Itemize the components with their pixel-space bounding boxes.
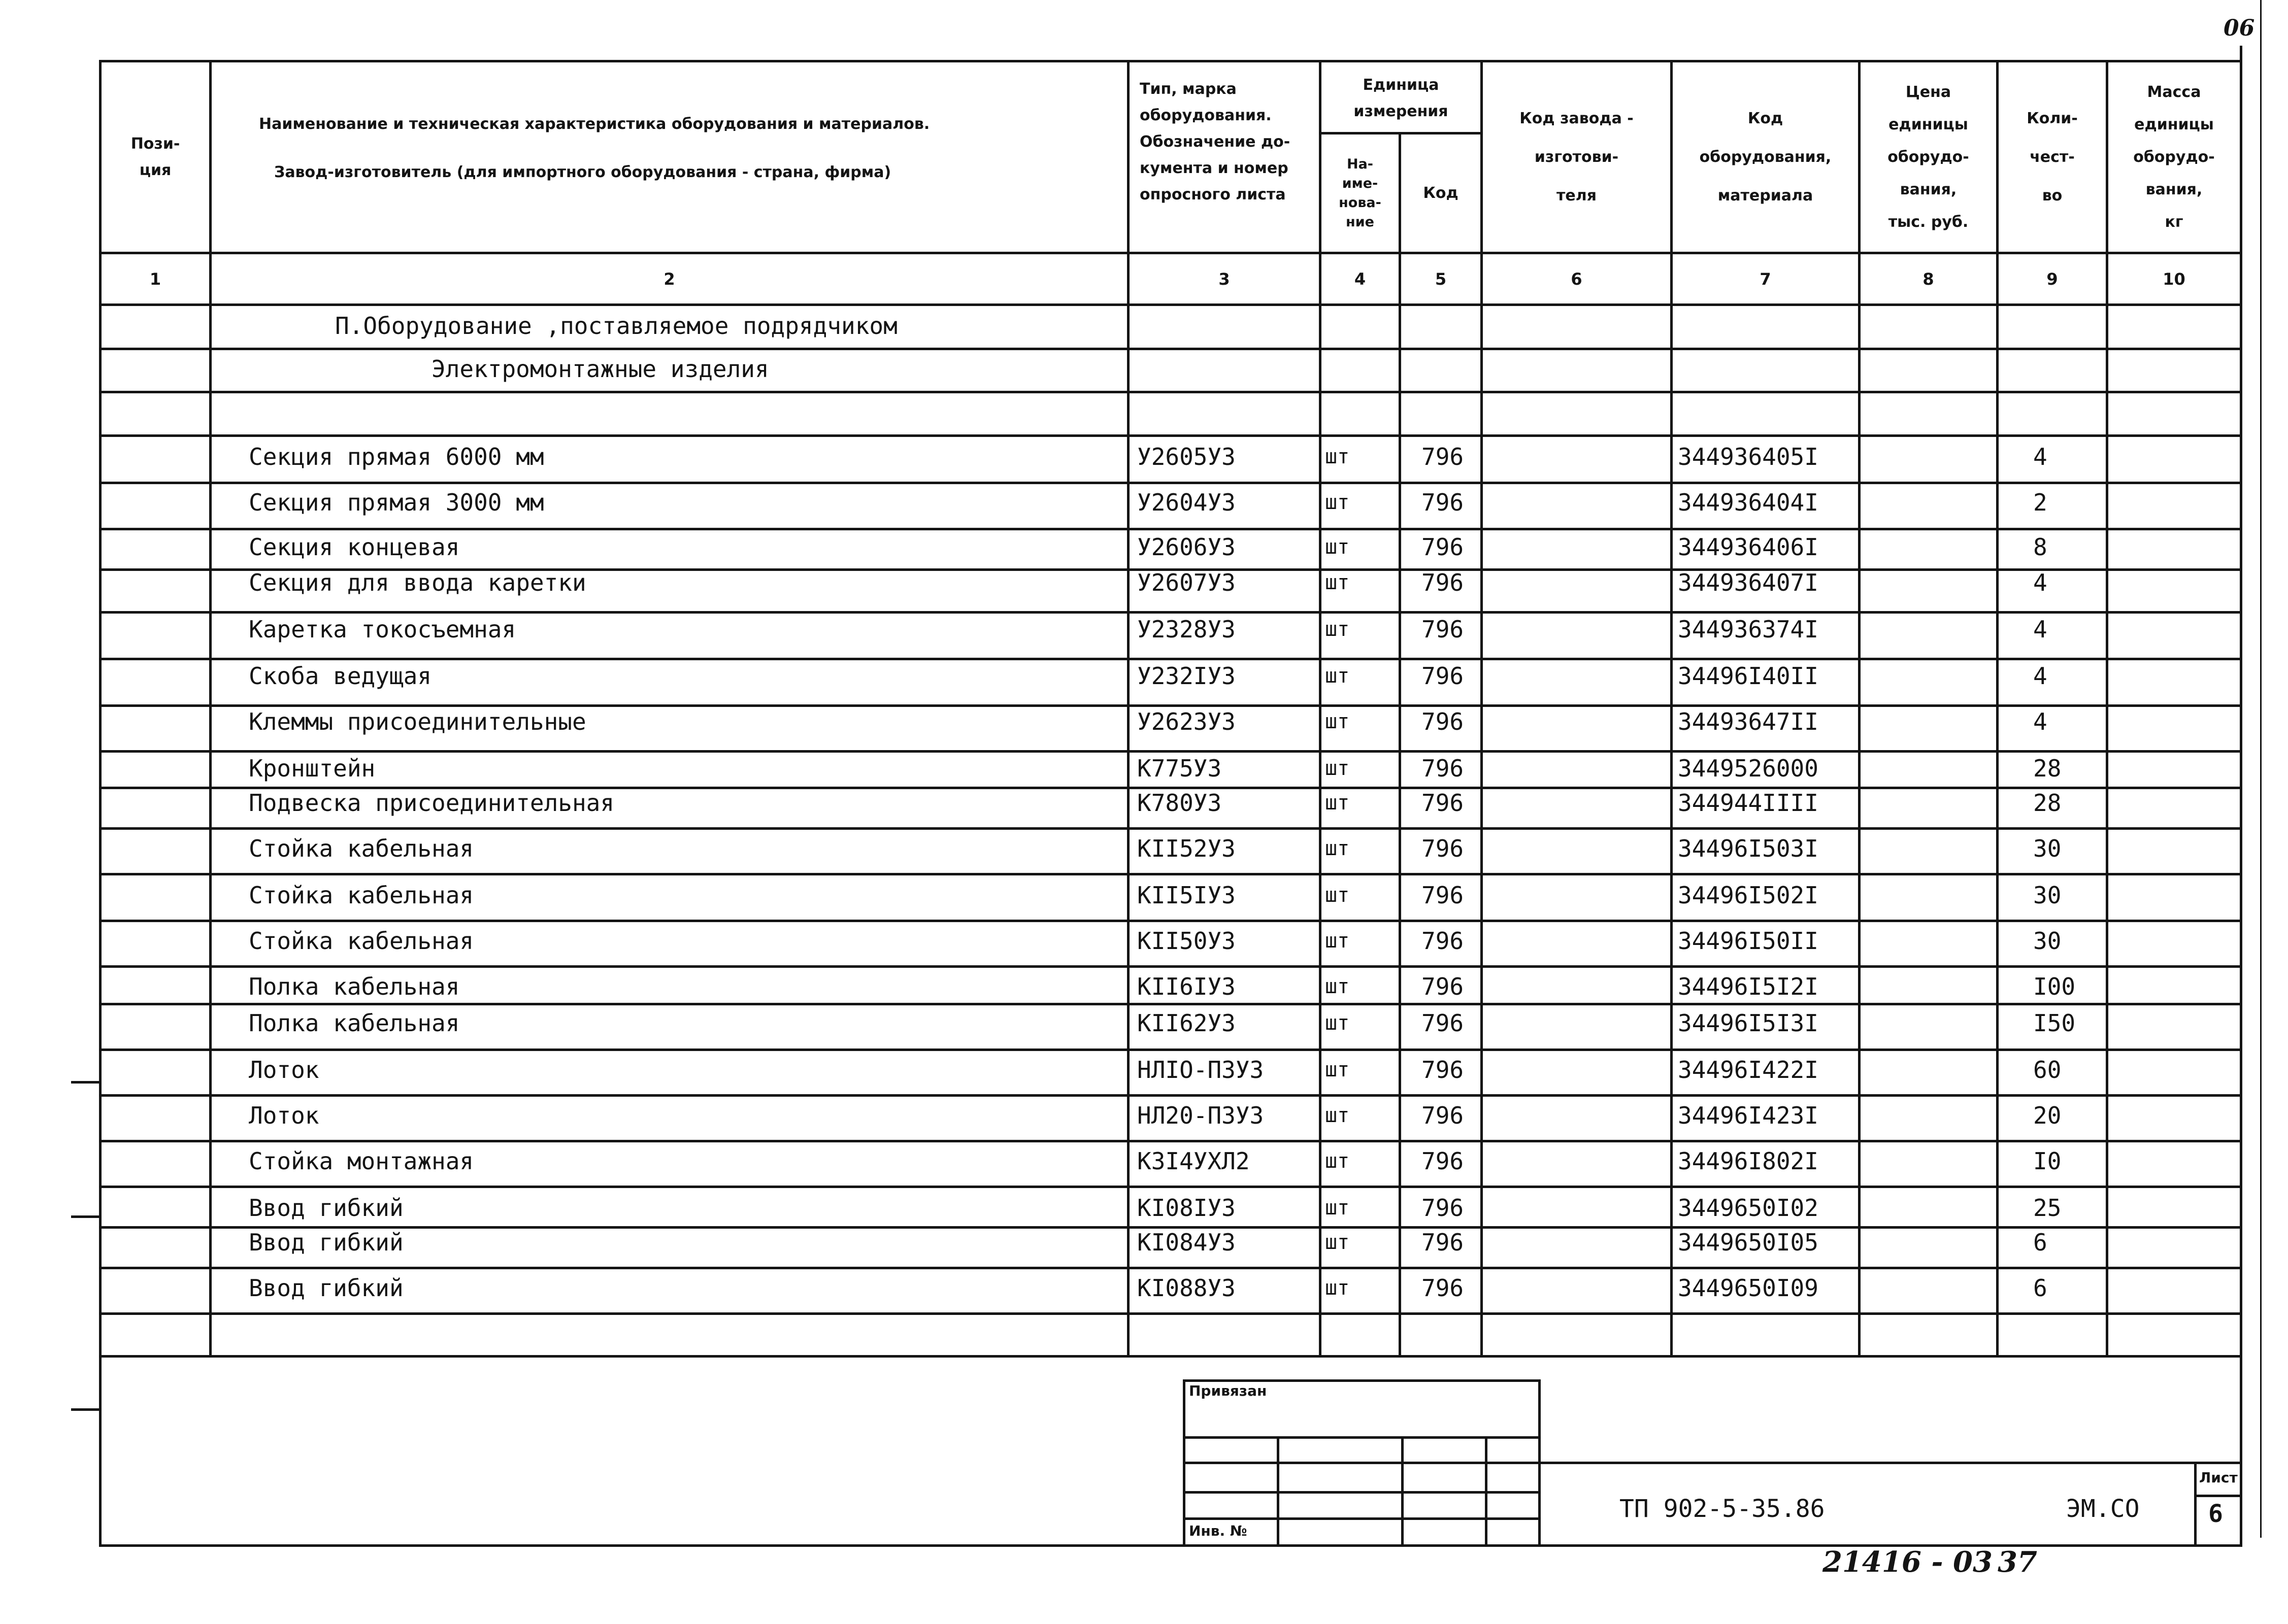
stamp-col <box>1485 1436 1487 1547</box>
row-quantity: 4 <box>2033 708 2047 735</box>
row-equipment-code: 34496I503I <box>1678 835 1818 862</box>
row-type: КII52У3 <box>1137 835 1236 862</box>
row-type: КII6IУ3 <box>1137 973 1236 1000</box>
row-unit-code: 796 <box>1421 533 1464 561</box>
row-type: КI084У3 <box>1137 1229 1236 1256</box>
row-type: К3I4УХЛ2 <box>1137 1147 1250 1175</box>
row-equipment-code: 3449650I09 <box>1678 1274 1818 1302</box>
row-quantity: 4 <box>2033 569 2047 596</box>
margin-tick <box>71 1081 101 1084</box>
row-name: Лоток <box>249 1056 319 1084</box>
row-type: У2607У3 <box>1137 569 1236 596</box>
sheet-label: Лист <box>2199 1469 2238 1486</box>
row-unit: шт <box>1325 710 1350 733</box>
row-unit: шт <box>1325 757 1350 780</box>
row-unit: шт <box>1325 791 1350 815</box>
row-unit-code: 796 <box>1421 616 1464 643</box>
corner-number: 06 <box>2224 15 2255 41</box>
row-line <box>99 348 2242 350</box>
row-name: Ввод гибкий <box>249 1194 404 1222</box>
row-equipment-code: 3449526000 <box>1678 755 1818 782</box>
row-unit-code: 796 <box>1421 789 1464 817</box>
column-number: 1 <box>149 269 161 289</box>
row-unit: шт <box>1325 535 1350 559</box>
row-name: Стойка кабельная <box>249 927 474 955</box>
header-position: Пози- ция <box>130 134 180 179</box>
row-quantity: I50 <box>2033 1009 2076 1037</box>
row-quantity: 4 <box>2033 443 2047 470</box>
row-unit-code: 796 <box>1421 443 1464 470</box>
row-name: Секция прямая 3000 мм <box>249 489 544 516</box>
row-type: КII62У3 <box>1137 1009 1236 1037</box>
row-quantity: 30 <box>2033 927 2062 955</box>
row-unit-code: 796 <box>1421 927 1464 955</box>
row-equipment-code: 34496I802I <box>1678 1147 1818 1175</box>
row-unit: шт <box>1325 837 1350 860</box>
row-quantity: 6 <box>2033 1229 2047 1256</box>
row-type: У232IУ3 <box>1137 662 1236 690</box>
row-name: Полка кабельная <box>249 1009 460 1037</box>
row-quantity: 28 <box>2033 755 2062 782</box>
header-unit-group: Единица измерения <box>1353 76 1448 120</box>
sheet-box-divider <box>2194 1462 2197 1547</box>
handwritten-archive-number: 21416 - 03 <box>1822 1545 1993 1579</box>
margin-tick <box>71 1408 101 1411</box>
column-number: 3 <box>1218 269 1230 289</box>
row-unit-code: 796 <box>1421 1056 1464 1084</box>
row-equipment-code: 34493647II <box>1678 708 1818 735</box>
frame-right <box>2240 46 2242 1547</box>
section-subtitle: Электромонтажные изделия <box>432 355 769 383</box>
stamp-col <box>1277 1436 1279 1547</box>
header-price: Цена единицы оборудо- вания, тыс. руб. <box>1887 83 1969 231</box>
row-type: КII5IУ3 <box>1137 882 1236 909</box>
row-unit: шт <box>1325 884 1350 907</box>
row-name: Подвеска присоединительная <box>249 789 615 817</box>
row-unit: шт <box>1325 664 1350 688</box>
row-unit: шт <box>1325 618 1350 641</box>
row-type: К775У3 <box>1137 755 1222 782</box>
row-equipment-code: 34496I40II <box>1678 662 1818 690</box>
stamp-col <box>1401 1436 1404 1547</box>
row-line <box>99 873 2242 875</box>
row-line <box>99 1312 2242 1315</box>
row-type: К780У3 <box>1137 789 1222 817</box>
row-name: Лоток <box>249 1102 319 1129</box>
row-unit: шт <box>1325 929 1350 953</box>
row-name: Стойка кабельная <box>249 882 474 909</box>
column-number: 8 <box>1922 269 1934 289</box>
margin-tick <box>71 1215 101 1218</box>
row-line <box>99 528 2242 530</box>
row-equipment-code: 34496I423I <box>1678 1102 1818 1129</box>
row-quantity: 4 <box>2033 616 2047 643</box>
row-line <box>99 1003 2242 1005</box>
stamp-left <box>1183 1379 1185 1547</box>
row-line <box>99 1094 2242 1097</box>
row-equipment-code: 34496I502I <box>1678 882 1818 909</box>
row-unit: шт <box>1325 1196 1350 1220</box>
row-name: Кронштейн <box>249 755 376 782</box>
row-equipment-code: 344936406I <box>1678 533 1818 561</box>
row-unit-code: 796 <box>1421 1009 1464 1037</box>
row-unit-code: 796 <box>1421 569 1464 596</box>
row-name: Клеммы присоединительные <box>249 708 586 735</box>
row-type: КII50У3 <box>1137 927 1236 955</box>
row-line <box>99 827 2242 830</box>
section-title: П.Оборудование ,поставляемое подрядчиком <box>335 312 898 340</box>
row-type: КI088У3 <box>1137 1274 1236 1302</box>
row-unit-code: 796 <box>1421 1274 1464 1302</box>
header-equipment-code: Код оборудования, материала <box>1699 109 1832 205</box>
row-line <box>99 920 2242 922</box>
row-equipment-code: 344936404I <box>1678 489 1818 516</box>
row-name: Скоба ведущая <box>249 662 432 690</box>
row-type: У2605У3 <box>1137 443 1236 470</box>
column-number: 5 <box>1435 269 1447 289</box>
header-name-line1: Наименование и техническая характеристика оборудования и материалов. <box>259 115 930 133</box>
row-unit-code: 796 <box>1421 662 1464 690</box>
row-equipment-code: 344944IIII <box>1678 789 1818 817</box>
row-unit-code: 796 <box>1421 1229 1464 1256</box>
row-quantity: I0 <box>2033 1147 2062 1175</box>
row-quantity: 25 <box>2033 1194 2062 1222</box>
column-number: 9 <box>2046 269 2058 289</box>
header-name-line2: Завод-изготовитель (для импортного оборудования - страна, фирма) <box>274 163 891 181</box>
row-unit-code: 796 <box>1421 708 1464 735</box>
row-quantity: 30 <box>2033 882 2062 909</box>
table-bottom-line <box>99 1355 2242 1358</box>
row-equipment-code: 34496I5I2I <box>1678 973 1818 1000</box>
row-unit: шт <box>1325 1058 1350 1081</box>
row-unit-code: 796 <box>1421 1194 1464 1222</box>
row-equipment-code: 3449650I02 <box>1678 1194 1818 1222</box>
row-name: Ввод гибкий <box>249 1229 404 1256</box>
header-unit-code: Код <box>1423 184 1458 202</box>
row-name: Ввод гибкий <box>249 1274 404 1302</box>
row-name: Полка кабельная <box>249 973 460 1000</box>
handwritten-page-number: 37 <box>1998 1545 2037 1579</box>
column-number: 7 <box>1760 269 1771 289</box>
row-name: Стойка монтажная <box>249 1147 474 1175</box>
row-quantity: 20 <box>2033 1102 2062 1129</box>
row-type: У2623У3 <box>1137 708 1236 735</box>
row-unit: шт <box>1325 491 1350 514</box>
row-equipment-code: 344936405I <box>1678 443 1818 470</box>
row-quantity: 2 <box>2033 489 2047 516</box>
row-type: НЛIО-П3У3 <box>1137 1056 1264 1084</box>
row-equipment-code: 344936374I <box>1678 616 1818 643</box>
row-unit-code: 796 <box>1421 835 1464 862</box>
stamp-inv-label: Инв. № <box>1189 1522 1247 1539</box>
row-name: Стойка кабельная <box>249 835 474 862</box>
row-unit: шт <box>1325 1276 1350 1300</box>
col-line <box>1399 132 1401 1355</box>
header-mass: Масса единицы оборудо- вания, кг <box>2133 83 2215 231</box>
row-name: Секция прямая 6000 мм <box>249 443 544 470</box>
header-quantity: Коли- чест- во <box>2027 109 2078 205</box>
row-quantity: 30 <box>2033 835 2062 862</box>
row-unit-code: 796 <box>1421 755 1464 782</box>
row-unit: шт <box>1325 571 1350 594</box>
row-unit-code: 796 <box>1421 489 1464 516</box>
row-unit: шт <box>1325 1011 1350 1035</box>
header-unit-name: На- име- нова- ние <box>1339 156 1381 230</box>
row-unit-code: 796 <box>1421 973 1464 1000</box>
row-equipment-code: 344936407I <box>1678 569 1818 596</box>
row-type: КI08IУ3 <box>1137 1194 1236 1222</box>
row-quantity: 8 <box>2033 533 2047 561</box>
row-unit-code: 796 <box>1421 1102 1464 1129</box>
colnum-bottom-line <box>99 303 2242 306</box>
row-type: НЛ20-П3У3 <box>1137 1102 1264 1129</box>
row-line <box>99 750 2242 753</box>
row-equipment-code: 34496I50II <box>1678 927 1818 955</box>
column-number: 2 <box>664 269 675 289</box>
row-line <box>99 1140 2242 1142</box>
column-number: 10 <box>2163 269 2185 289</box>
row-line <box>99 611 2242 614</box>
row-equipment-code: 34496I5I3I <box>1678 1009 1818 1037</box>
row-type: У2328У3 <box>1137 616 1236 643</box>
row-unit: шт <box>1325 1104 1350 1127</box>
stamp-privyazan-label: Привязан <box>1189 1382 1267 1399</box>
row-unit-code: 796 <box>1421 882 1464 909</box>
row-line <box>99 391 2242 393</box>
row-equipment-code: 3449650I05 <box>1678 1229 1818 1256</box>
column-number: 6 <box>1571 269 1582 289</box>
header-plant-code: Код завода - изготови- теля <box>1519 109 1634 205</box>
row-unit-code: 796 <box>1421 1147 1464 1175</box>
row-line <box>99 965 2242 968</box>
row-quantity: 28 <box>2033 789 2062 817</box>
stamp-right <box>1538 1379 1541 1547</box>
column-number: 4 <box>1354 269 1366 289</box>
row-name: Секция для ввода каретки <box>249 569 586 596</box>
row-equipment-code: 34496I422I <box>1678 1056 1818 1084</box>
row-unit: шт <box>1325 1231 1350 1254</box>
stamp-top <box>1183 1379 1538 1382</box>
document-number: ТП 902-5-35.86 <box>1619 1495 1825 1523</box>
row-quantity: 60 <box>2033 1056 2062 1084</box>
row-name: Секция концевая <box>249 533 460 561</box>
row-line <box>99 1048 2242 1051</box>
row-line <box>99 1186 2242 1188</box>
row-line <box>99 658 2242 660</box>
sheet-number: 6 <box>2208 1500 2223 1528</box>
right-edge-mark <box>2260 0 2262 1538</box>
header-type: Тип, марка оборудования. Обозначение до- кумента и номер опросного листа <box>1140 80 1290 204</box>
row-line <box>99 1267 2242 1269</box>
document-mark: ЭМ.СО <box>2066 1495 2140 1523</box>
row-unit: шт <box>1325 445 1350 468</box>
row-line <box>99 482 2242 484</box>
row-quantity: 6 <box>2033 1274 2047 1302</box>
row-name: Каретка токосъемная <box>249 616 516 643</box>
row-unit: шт <box>1325 975 1350 998</box>
row-quantity: I00 <box>2033 973 2076 1000</box>
row-type: У2606У3 <box>1137 533 1236 561</box>
titleblock-top <box>1538 1462 2242 1464</box>
sheet-box-line <box>2194 1495 2242 1497</box>
row-unit: шт <box>1325 1149 1350 1173</box>
row-type: У2604У3 <box>1137 489 1236 516</box>
row-line <box>99 434 2242 437</box>
row-quantity: 4 <box>2033 662 2047 690</box>
